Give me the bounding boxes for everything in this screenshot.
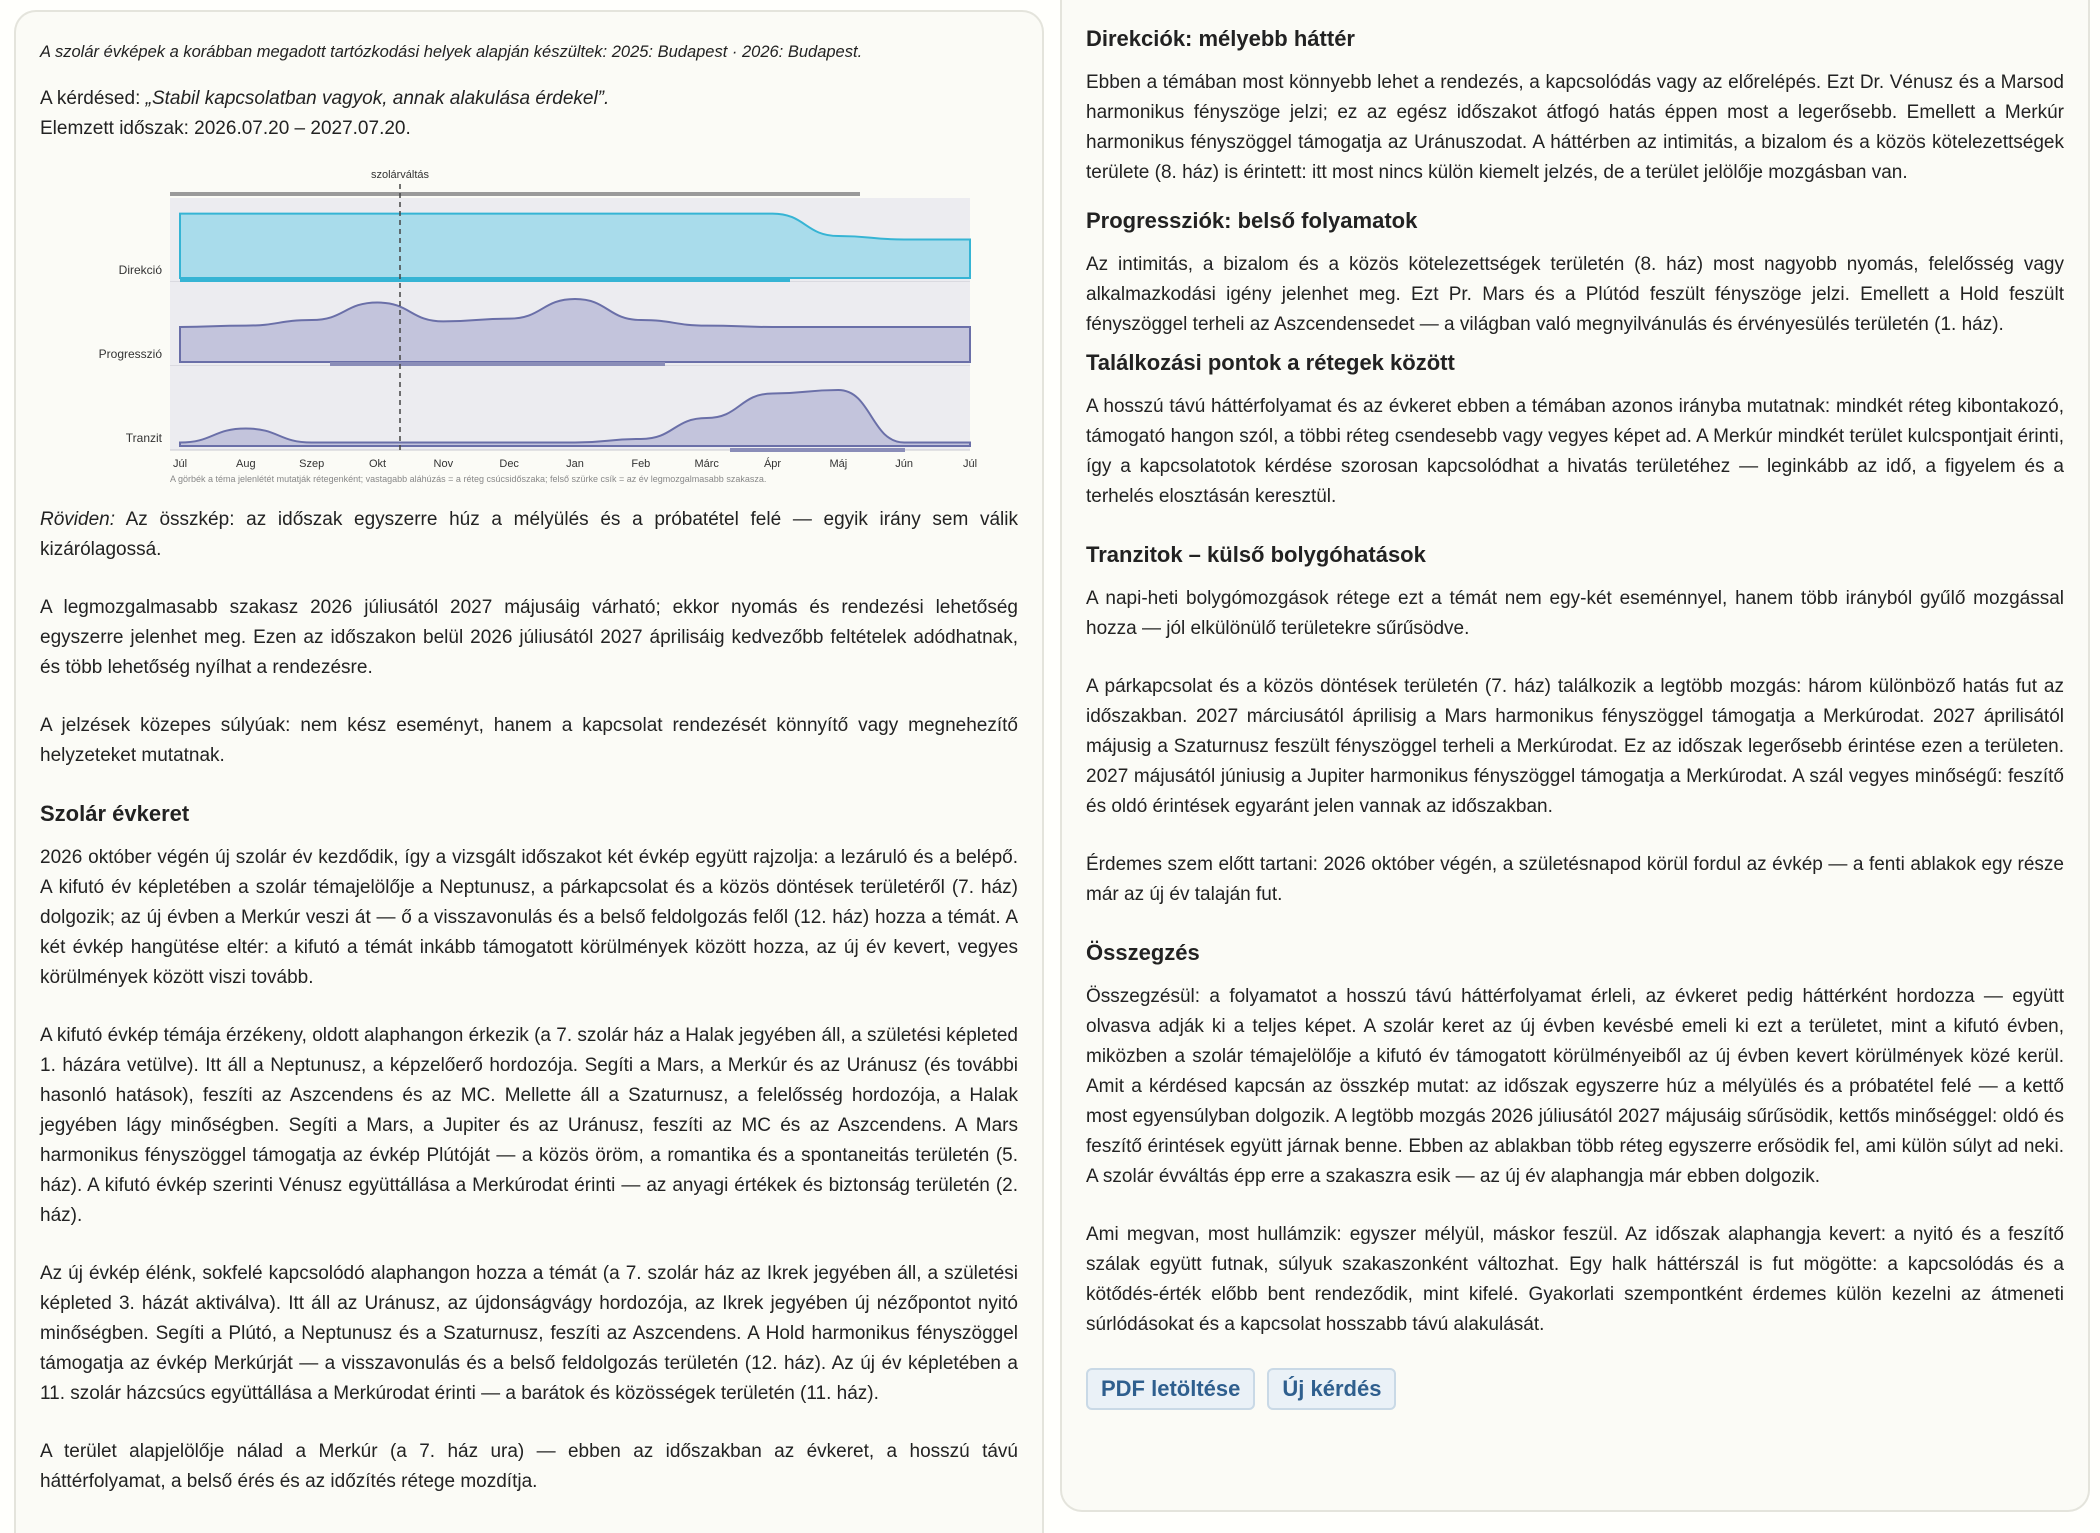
chart-row-label: Direkció <box>118 263 162 277</box>
summary-text: Az összkép: az időszak egyszerre húz a mélyülés és a próbatétel felé — egyik irány sem válik kizárólagossá. <box>40 509 1018 560</box>
chart-x-tick-label: Máj <box>829 458 848 470</box>
chart-marker-label: szolárváltás <box>370 169 430 181</box>
question-line <box>40 84 1018 114</box>
chart-x-tick-label: Jan <box>566 458 584 470</box>
chart-row-label: Tranzit <box>125 431 162 445</box>
pdf-download-button[interactable]: PDF letöltése <box>1086 1368 1255 1410</box>
chart-active-band <box>170 192 860 196</box>
active-period-paragraph: A legmozgalmasabb szakasz 2026 júliusától 2027 májusáig várható; ekkor nyomás és rendezési lehetőség egyszerre jelenhet meg. Ezen az időszakon belül 2026 júliusától 2027 áprilisáig kedvezőbb feltételek adódhatnak, és több lehetőség nyílhat a rendezésre. <box>40 597 1018 678</box>
chart-x-tick-label: Júl <box>172 458 188 470</box>
chart-x-tick-label: Nov <box>433 458 454 470</box>
right-panel <box>1060 0 2090 1512</box>
transits-heading: Tranzitok – külső bolygóhatások <box>1086 542 1426 567</box>
question-text: „Stabil kapcsolatban vagyok, annak alakulása érdekel”. <box>145 88 610 109</box>
chart-x-tick-label: Dec <box>499 458 519 470</box>
chart-peak-underline <box>180 278 790 282</box>
new-question-button[interactable]: Új kérdés <box>1267 1368 1396 1410</box>
timeline-chart <box>40 162 1000 492</box>
transits-paragraph-1: A napi-heti bolygómozgások rétege ezt a témát nem egy-két eseménnyel, hanem több irányból gyűlő mozgással hozza — jól elkülönülő területekre sűrűsödve. <box>1086 588 2064 639</box>
chart-row-label: Progresszió <box>98 347 162 361</box>
chart-x-tick-label: Márc <box>694 458 719 470</box>
chart-x-tick-label: Ápr <box>763 458 782 470</box>
summary-paragraph <box>40 505 1018 565</box>
solar-paragraph-1: 2026 október végén új szolár év kezdődik, így a vizsgált időszakot két évkép együtt rajzolja: a lezáruló és a belépő. A kifutó év képletében a szolár témajelölője a Neptunusz, a párkapcsolat és a közös döntések területéről (7. ház) dolgozik; az új évben a Merkúr veszi át — ő a visszavonulás és a belső feldolgozás felől (12. ház) hozza a témát. A két évkép hangütése eltér: a kifutó a témát inkább támogatott körülmények között hozza, az új év kevert, vegyes körülmények között viszi tovább. <box>40 847 1018 988</box>
chart-x-tick-label: Szep <box>299 458 325 470</box>
chart-x-tick-label: Feb <box>631 458 651 470</box>
directions-heading: Direkciók: mélyebb háttér <box>1086 26 1355 51</box>
chart-x-tick-label: Okt <box>368 458 387 470</box>
summary-label: Röviden: <box>40 509 115 530</box>
summary-paragraph-2: Ami megvan, most hullámzik: egyszer mélyül, máskor feszül. Az időszak alaphangja kevert: a nyitó és a feszítő szálak együtt futnak, súlyuk szakaszonként változhat. Egy halk háttérszál is fut mögötte: a kapcsolódás és a kötődés-érték előbb bent rendeződik, mint kifelé. Gyakorlati szempontként érdemes külön kezelni az átmeneti súrlódásokat és a kapcsolat hosszabb távú alakulását. <box>1086 1224 2064 1335</box>
meeting-points-paragraph: A hosszú távú háttérfolyamat és az évkeret ebben a témában azonos irányba mutatnak: mindkét réteg kibontakozó, támogató hangon szól, a többi réteg csendesebb vagy vegyes képet ad. A Merkúr mindkét terület kulcspontjait érinti, így a kapcsolatotok kérdése szorosan kapcsolódhat a hivatás területéhez — leginkább az idő, a figyelem és a terhelés elosztásán keresztül. <box>1086 396 2064 507</box>
left-panel <box>14 10 1044 1533</box>
period-line: Elemzett időszak: 2026.07.20 – 2027.07.20. <box>40 118 411 139</box>
progressions-paragraph: Az intimitás, a bizalom és a közös kötelezettségek területén (8. ház) most nagyobb nyomás, felelősség vagy alkalmazkodási igény jelenhet meg. Ezt Pr. Mars és a Plútód feszült fényszöge jelzi. Emellett a Hold feszült fényszöggel terheli az Aszcendensedet — a világban való megnyilvánulás és érvényesülés területén (1. ház). <box>1086 254 2064 335</box>
chart-peak-underline <box>330 362 665 366</box>
summary-heading: Összegzés <box>1086 940 1200 965</box>
summary-paragraph-1: Összegzésül: a folyamatot a hosszú távú háttérfolyamat érleli, az évkeret pedig háttérként hordozza — együtt olvasva adják ki a teljes képet. A szolár keret az új évben kevésbé emeli ki ezt a területet, mint a kifutó évben, miközben a szolár témajelölője a kifutó év támogatott körülményeiből az új évben kevert körülmények közé kerül. Amit a kérdésed kapcsán az összkép mutat: az időszak egyszerre húz a mélyülés és a próbatétel felé — a kettő most egyensúlyban dolgozik. A legtöbb mozgás 2026 júliusától 2027 májusáig sűrűsödik, kettős minőséggel: oldó és feszítő érintések együtt járnak benne. Ebben az ablakban több réteg egyszerre erősödik fel, ami külön súlyt ad neki. A szolár évváltás épp erre a szakaszra esik — az új év alaphangja már ebben dolgozik. <box>1086 986 2064 1187</box>
right-content <box>1086 24 2064 1410</box>
chart-x-tick-label: Aug <box>236 458 256 470</box>
location-note: A szolár évképek a korábban megadott tartózkodási helyek alapján készültek: 2025: Budapest · 2026: Budapest. <box>40 43 863 61</box>
chart-x-tick-label: Jún <box>895 458 914 470</box>
solar-paragraph-4: A terület alapjelölője nálad a Merkúr (a 7. ház ura) — ebben az időszakban az évkeret, a hosszú távú háttérfolyamat, a belső érés és az időzítés rétege mozdítja. <box>40 1441 1018 1492</box>
chart-caption: A görbék a téma jelenlétét mutatják rétegenként; vastagabb aláhúzás = a réteg csúcsidőszaka; felső szürke csík = az év legmozgalmasabb szakasza. <box>170 474 767 484</box>
signals-paragraph: A jelzések közepes súlyúak: nem kész eseményt, hanem a kapcsolat rendezését könnyítő vagy megnehezítő helyzeteket mutatnak. <box>40 715 1018 766</box>
action-buttons <box>1086 1368 2064 1410</box>
solar-paragraph-3: Az új évkép élénk, sokfelé kapcsolódó alaphangon hozza a témát (a 7. szolár ház az Ikrek jegyében áll, a születési képleted 3. házát aktiválva). Itt áll az Uránusz, az újdonságvágy hordozója, az Ikrek jegyében új nézőpontot nyitó minőségben. Segíti a Plútó, a Neptunusz és a Szaturnusz, feszíti az Aszcendens. A Hold harmonikus fényszöggel támogatja az évkép Merkúrját — a visszavonulás és a belső feldolgozás területén (12. ház). Az új év képletében a 11. szolár házcsúcs együttállása a Merkúrodat érinti — a barátok és közösségek területén (11. ház). <box>40 1263 1018 1404</box>
left-content <box>40 40 1018 1497</box>
question-prefix: A kérdésed: <box>40 88 146 109</box>
solar-paragraph-2: A kifutó évkép témája érzékeny, oldott alaphangon érkezik (a 7. szolár ház a Halak jegyében áll, a születési képleted 1. házára vetülve). Itt áll a Neptunusz, a képzelőerő hordozója. Segíti a Mars, a Merkúr és az Uránusz (és további hasonló hatások), feszíti az Aszcendens és az MC. Mellette áll a Szaturnusz, a felelősség hordozója, a Halak jegyében lágy minőségben. Segíti a Mars, a Jupiter és az Uránusz, feszíti az MC és az Aszcendens. A Mars harmonikus fényszöggel támogatja az évkép Plútóját — a közös öröm, a romantika és a spontaneitás területén (5. ház). A kifutó évkép szerinti Vénusz együttállása a Merkúrodat érinti — az anyagi értékek és biztonság területén (2. ház). <box>40 1025 1018 1226</box>
transits-paragraph-2: A párkapcsolat és a közös döntések területén (7. ház) találkozik a legtöbb mozgás: három különböző hatás fut az időszakban. 2027 márciusától áprilisig a Mars harmonikus fényszöggel támogatja a Merkúrodat. 2027 áprilisától májusig a Szaturnusz feszült fényszöggel terheli a Merkúrodat. Ez az időszak legerősebb érintése ezen a területen. 2027 májusától júniusig a Jupiter harmonikus fényszöggel támogatja a Merkúrodat. A szál vegyes minőségű: feszítő és oldó érintések egyaránt jelen vannak az időszakban. <box>1086 676 2064 817</box>
chart-peak-underline <box>730 448 905 452</box>
solar-heading: Szolár évkeret <box>40 801 190 826</box>
directions-paragraph: Ebben a témában most könnyebb lehet a rendezés, a kapcsolódás vagy az előrelépés. Ezt Dr. Vénusz és a Marsod harmonikus fényszöge jelzi; ez az egész időszakot átfogó hatás éppen most a legerősebb. Emellett a Merkúr harmonikus fényszöggel támogatja az Uránuszodat. A háttérben az intimitás, a bizalom és a közös kötelezettségek területe (8. ház) is érintett: itt most nincs külön kiemelt jelzés, de a terület jelölője mozgásban van. <box>1086 72 2064 183</box>
meeting-points-heading: Találkozási pontok a rétegek között <box>1086 350 1455 375</box>
progressions-heading: Progressziók: belső folyamatok <box>1086 208 1418 233</box>
chart-x-tick-label: Júl <box>962 458 978 470</box>
transits-paragraph-3: Érdemes szem előtt tartani: 2026 október végén, a születésnapod körül fordul az évkép — a fenti ablakok egy része már az új év talaján fut. <box>1086 854 2064 905</box>
